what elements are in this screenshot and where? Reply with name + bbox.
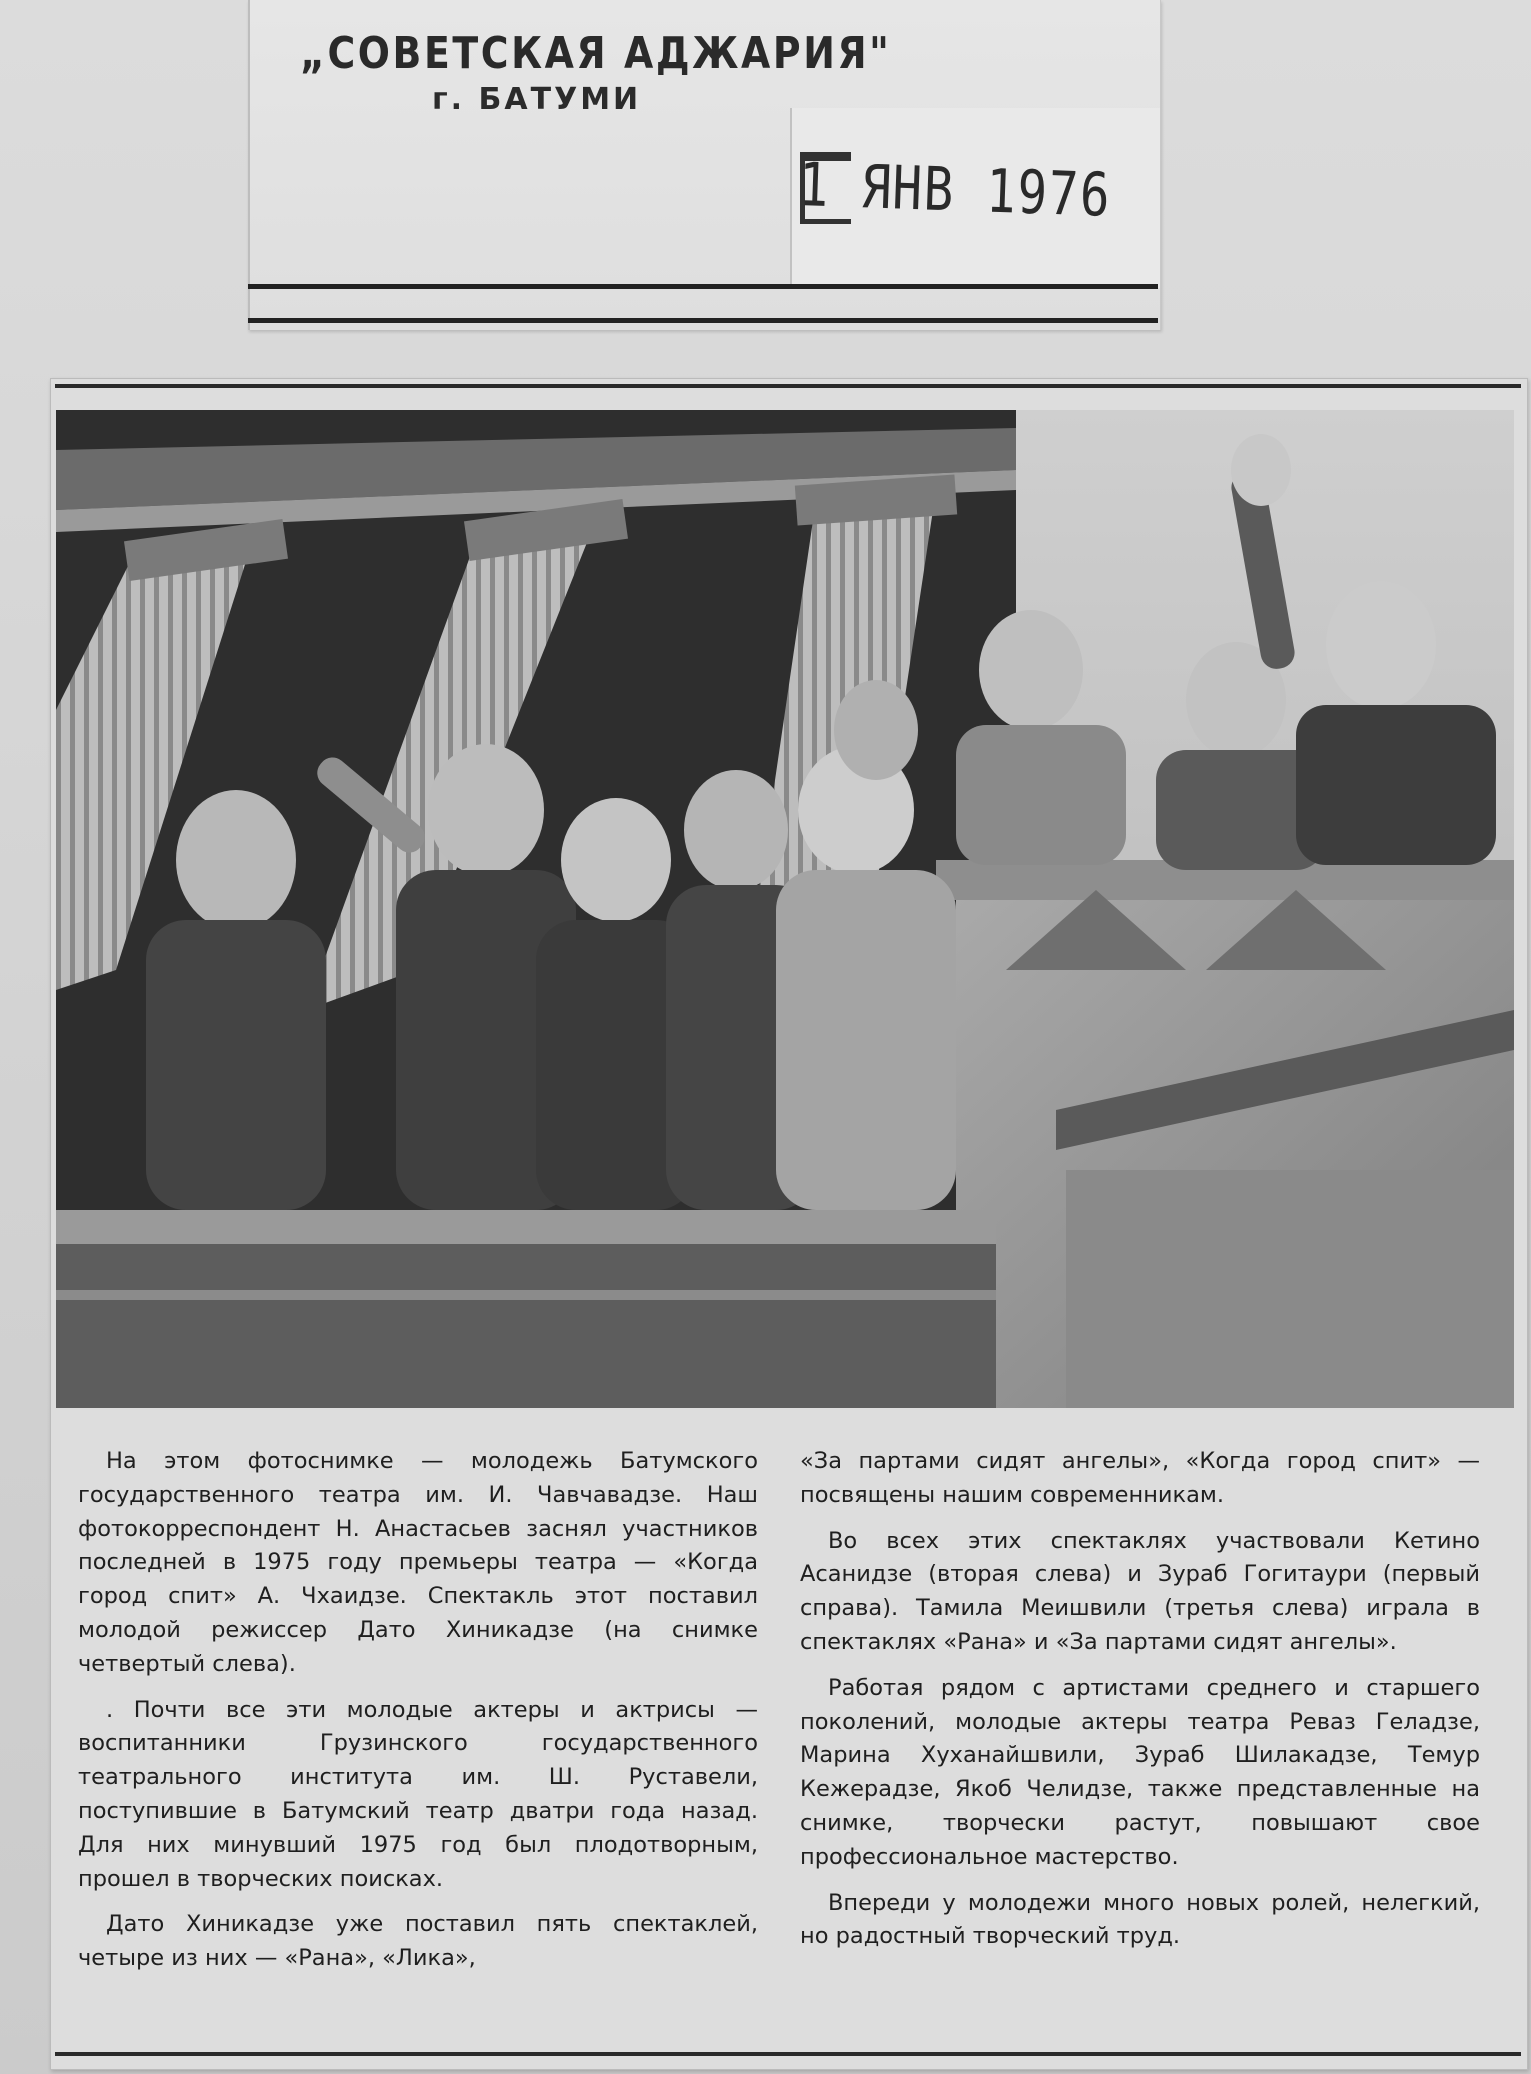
paragraph-2: . Почти все эти молодые актеры и актрисы — воспитанники Грузинского государственного театрального института им. Ш. Руставели, поступившие в Батумский театр дватри года назад. Для них минувший 1975 год был плодотворным, прошел в творческих поисках. [78, 1696, 758, 1892]
paragraph-7: Впереди у молодежи много новых ролей, нелегкий, но радостный творческий труд. [800, 1889, 1480, 1950]
article-rule-top [55, 384, 1521, 388]
paragraph-3: Дато Хиникадзе уже поставил пять спектаклей, четыре из них — «Рана», «Лика», [78, 1911, 758, 1972]
theatre-balcony-photo [56, 410, 1514, 1408]
newspaper-title: „СОВЕТСКАЯ АДЖАРИЯ" [300, 28, 892, 79]
article-rule-bottom [55, 2052, 1521, 2056]
paragraph-4: «За партами сидят ангелы», «Когда город спит» — посвящены нашим современникам. [800, 1448, 1480, 1508]
header-rule-bottom [248, 318, 1158, 323]
paragraph-5: Во всех этих спектаклях участвовали Кетино Асанидзе (вторая слева) и Зураб Гогитаури (первый справа). Тамила Меишвили (третья слева) играла в спектаклях «Рана» и «За партами сидят ангелы». [800, 1527, 1480, 1655]
date-stamp: 1 ЯНВ 1976 [797, 150, 1113, 231]
paragraph-1: На этом фотоснимке — молодежь Батумского государственного театра им. И. Чавчавадзе. Наш фотокорреспондент Н. Анастасьев заснял участников последней в 1975 году премьеры театра — «Когда город спит» А. Чхаидзе. Спектакль этот поставил молодой режиссер Дато Хиникадзе (на снимке четвертый слева). [78, 1448, 758, 1677]
header-rule-top [248, 284, 1158, 289]
article-right-column [800, 1445, 1480, 1966]
newspaper-city: г. БАТУМИ [432, 82, 642, 117]
article-left-column [78, 1445, 758, 1988]
paragraph-6: Работая рядом с артистами среднего и старшего поколений, молодые актеры театра Реваз Геладзе, Марина Хуханайшвили, Зураб Шилакадзе, Темур Кежерадзе, Якоб Челидзе, также представленные на снимке, творчески растут, повышают свое профессиональное мастерство. [800, 1674, 1480, 1870]
